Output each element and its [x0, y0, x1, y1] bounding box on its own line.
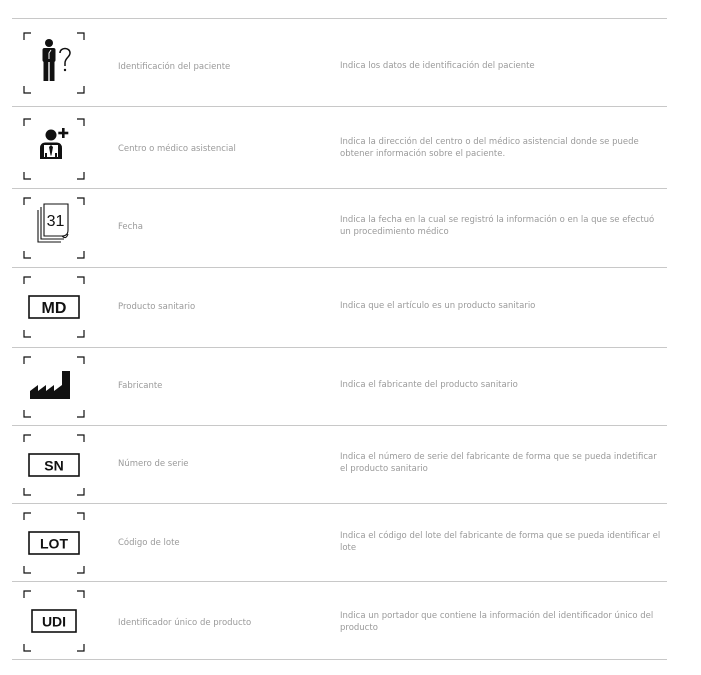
symbol-description: Indica un portador que contiene la información del identificador único del producto: [340, 611, 654, 633]
table-row: [12, 19, 667, 107]
lot-icon-text: LOT: [40, 535, 68, 552]
table-row: [12, 426, 667, 504]
symbol-description: Indica que el artículo es un producto sanitario: [340, 301, 536, 311]
udi-icon-text: UDI: [41, 613, 67, 630]
symbol-name: Fecha: [118, 222, 143, 232]
table-row: [12, 107, 667, 189]
symbol-description: Indica el fabricante del producto sanitario: [340, 380, 518, 390]
symbol-name: Número de serie: [118, 459, 189, 469]
date-calendar-icon: [22, 196, 86, 260]
symbol-description: Indica el código del lote del fabricante de forma que se pueda identificar el lote: [340, 531, 661, 553]
patient-identification-icon: [22, 31, 86, 95]
symbol-name: Código de lote: [118, 538, 180, 548]
symbol-name: Fabricante: [118, 381, 163, 391]
symbol-name: Centro o médico asistencial: [118, 144, 236, 154]
batch-code-icon: [22, 511, 86, 575]
table-row: [12, 504, 667, 582]
table-row: [12, 268, 667, 348]
symbol-name: Producto sanitario: [118, 302, 196, 312]
symbol-description: Indica la dirección del centro o del médico asistencial donde se puede obtener información sobre el paciente.: [340, 137, 639, 159]
symbol-description: Indica el número de serie del fabricante de forma que se pueda indetificar el producto sanitario: [340, 452, 657, 474]
symbol-description: Indica los datos de identificación del paciente: [340, 61, 535, 71]
unique-device-identifier-icon: [22, 589, 86, 653]
table-row: [12, 582, 667, 660]
manufacturer-factory-icon: [22, 355, 86, 419]
health-care-centre-icon: [22, 117, 86, 181]
serial-number-icon: [22, 433, 86, 497]
table-row: [12, 189, 667, 268]
table-row: [12, 348, 667, 426]
sn-icon-text: SN: [44, 457, 64, 474]
symbol-name: Identificador único de producto: [118, 618, 252, 628]
md-icon-text: MD: [41, 300, 67, 317]
symbols-table: [12, 18, 667, 660]
medical-device-icon: [22, 275, 86, 339]
symbol-description: Indica la fecha en la cual se registró la información o en la que se efectuó un procedimiento médico: [340, 215, 655, 237]
date-icon-text: 31: [46, 213, 65, 230]
symbol-name: Identificación del paciente: [118, 62, 231, 72]
